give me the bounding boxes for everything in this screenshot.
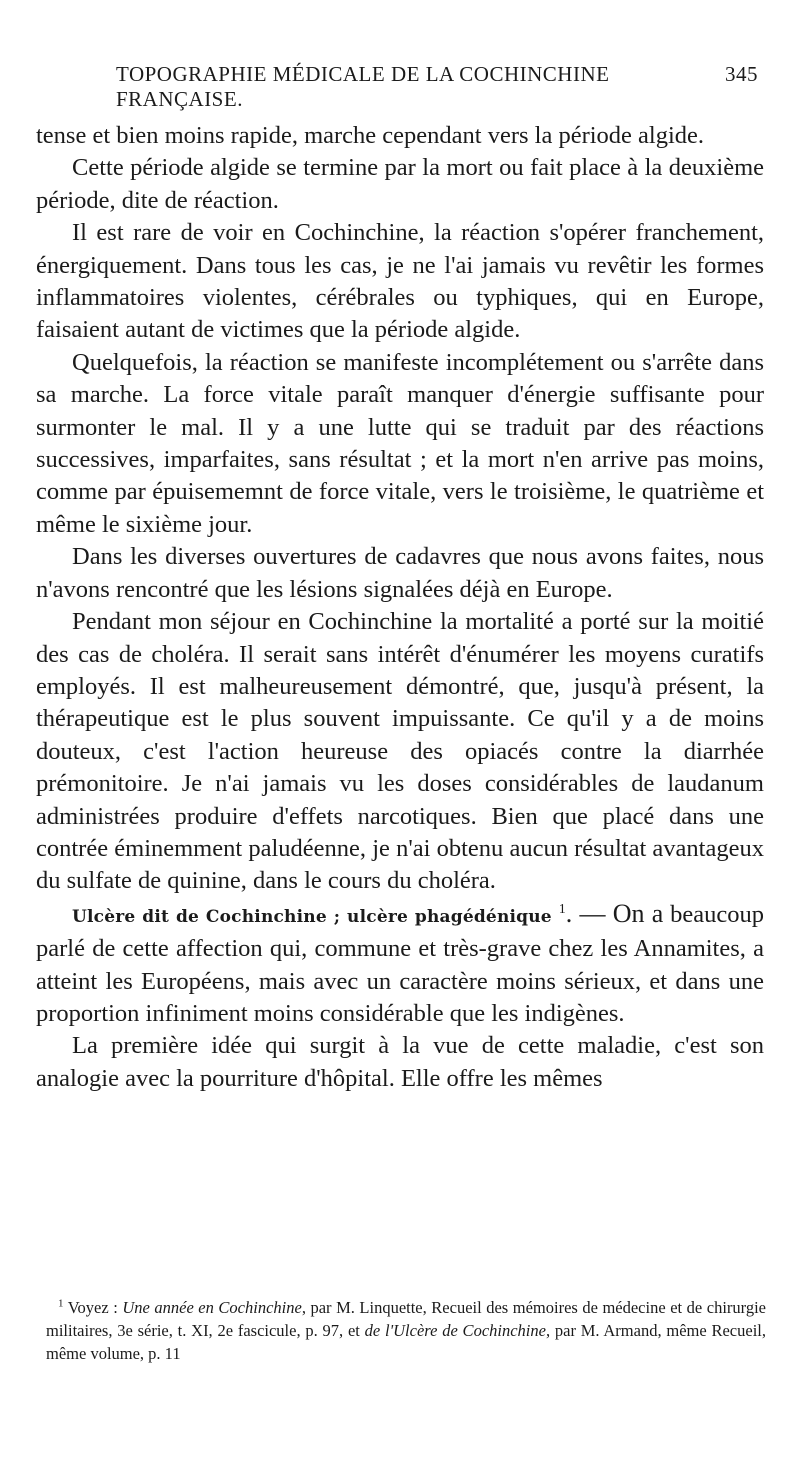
- footnote-marker: 1: [58, 1297, 64, 1310]
- main-text: [36, 120, 770, 1095]
- section-paragraph: [36, 898, 764, 1031]
- running-title: TOPOGRAPHIE MÉDICALE DE LA COCHINCHINE FRANÇAISE.: [116, 62, 610, 111]
- paragraph: Cette période algide se termine par la mort ou fait place à la deuxième période, dite de réaction.: [36, 154, 764, 214]
- paragraph: Dans les diverses ouvertures de cadavres que nous avons faites, nous n'avons rencontré que les lésions signalées déjà en Europe.: [36, 543, 764, 603]
- cited-work-title: Une année en Cochinchine: [122, 1298, 302, 1317]
- section-text: beaucoup parlé de cette affection qui, commune et très-grave chez les Annamites, a atteint les Européens, mais avec un caractère moins sérieux, et dans une proportion infiniment moins considérable que les indigènes.: [36, 900, 765, 1027]
- footnote-reference: 1: [558, 901, 566, 917]
- paragraph: La première idée qui surgit à la vue de cette maladie, c'est son analogie avec la pourriture d'hôpital. Elle offre les mêmes: [36, 1032, 764, 1092]
- section-heading: Ulcère dit de Cochinchine ; ulcère phagédénique: [72, 906, 552, 927]
- paragraph: Quelquefois, la réaction se manifeste incomplétement ou s'arrête dans sa marche. La force vitale paraît manquer d'énergie suffisante pour surmonter le mal. Il y a une lutte qui se traduit par des réactions successives, imparfaites, sans résultat ; et la mort n'en arrive pas moins, comme par épuisememnt de force vitale, vers le troisième, le quatrième et même le sixième jour.: [36, 348, 764, 538]
- paragraph-continuation: tense et bien moins rapide, marche cependant vers la période algide.: [36, 122, 705, 149]
- cited-work-title: de l'Ulcère de Cochinchine: [364, 1321, 546, 1340]
- paragraph: Pendant mon séjour en Cochinchine la mortalité a porté sur la moitié des cas de choléra. Il serait sans intérêt d'énumérer les moyens curatifs employés. Il est malheureusement démontré, que, jusqu'à présent, la thérapeutique est le plus souvent impuissante. Ce qu'il y a de moins douteux, c'est l'action heureuse des opiacés contre la diarrhée prémonitoire. Je n'ai jamais vu les doses considérables de laudanum administrées produire d'effets narcotiques. Bien que placé dans une contrée éminemment paludéenne, je n'ai obtenu aucun résultat avantageux du sulfate de quinine, dans le cours du choléra.: [36, 608, 764, 895]
- paragraph: Il est rare de voir en Cochinchine, la réaction s'opérer franchement, énergiquement. Dans tous les cas, je ne l'ai jamais vu revêtir les formes inflammatoires violentes, cérébrales ou typhiques, qui en Europe, faisaient autant de victimes que la période algide.: [36, 219, 764, 344]
- page-number: 345: [725, 62, 758, 86]
- running-header: [116, 62, 770, 112]
- footnote: $^1$ Voyez : Une année en Cochinchine, par M. Linquette, Recueil des mémoires de médecine et de chirurgie militaires, 3e série, t. XI, 2e fascicule, p. 97, et de l'Ulcère de Cochinchine, par M. Armand, même Recueil, même volume, p. 11: [46, 1297, 767, 1363]
- footnotes: [46, 1296, 766, 1365]
- section-lead: . — On a: [565, 898, 664, 928]
